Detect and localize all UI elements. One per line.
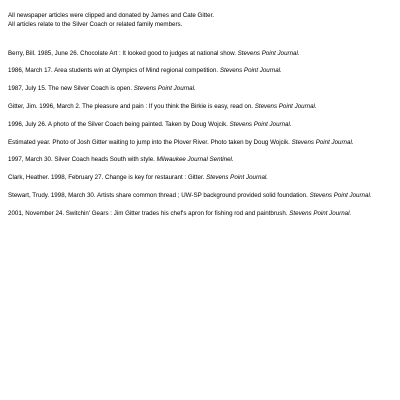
intro-line-2: All articles relate to the Silver Coach or related family members. — [8, 20, 183, 28]
citation-source: Stevens Point Journal. — [219, 67, 282, 75]
citation-text: Estimated year. Photo of Josh Gitter waiting to jump into the Plover River. Photo taken by Doug Wojcik. — [8, 138, 292, 146]
citation-source: Stevens Point Journal. — [237, 49, 300, 57]
citation-source: Stevens Point Journal. — [133, 85, 196, 93]
document-page — [8, 12, 388, 228]
intro-line-1: All newspaper articles were clipped and donated by James and Cate Gitter. — [8, 12, 215, 19]
citation-text: Clark, Heather. 1998, February 27. Change is key for restaurant : Gitter. — [8, 174, 207, 182]
citation-entry — [8, 67, 388, 76]
citation-source: Stevens Point Journal. — [206, 174, 269, 182]
citation-source: Stevens Point Journal. — [309, 191, 372, 199]
citation-entry — [8, 103, 388, 112]
citation-text: Berry, Bill. 1985, June 26. Chocolate Art : It looked good to judges at national show. — [8, 49, 238, 57]
citation-entry — [8, 192, 388, 201]
citation-text: Stewart, Trudy. 1998, March 30. Artists share common thread ; UW-SP background provided solid foundation. — [8, 191, 310, 199]
citation-entry — [8, 85, 388, 94]
citation-text: Gitter, Jim. 1996, March 2. The pleasure and pain : If you think the Birkie is easy, read on. — [8, 102, 255, 110]
citation-text: 1996, July 26. A photo of the Silver Coach being painted. Taken by Doug Wojcik. — [8, 120, 230, 128]
citation-entry — [8, 156, 388, 165]
citation-text: 1986, March 17. Area students win at Olympics of Mind regional competition. — [8, 67, 220, 75]
citation-source: Milwaukee Journal Sentinel. — [156, 156, 234, 164]
citation-text: 2001, November 24. Switchin' Gears : Jim Gitter trades his chef's apron for fishing rod and paintbrush. — [8, 209, 290, 217]
citation-entry — [8, 174, 388, 183]
citation-source: Stevens Point Journal. — [291, 138, 354, 146]
citation-source: Stevens Point Journal. — [229, 120, 292, 128]
citation-source: Stevens Point Journal. — [254, 102, 317, 110]
citation-entry — [8, 121, 388, 130]
citation-entry — [8, 139, 388, 148]
citation-source: Stevens Point Journal. — [289, 209, 352, 217]
intro-note — [8, 12, 388, 30]
citation-list — [8, 50, 388, 219]
citation-entry — [8, 210, 388, 219]
citation-entry — [8, 50, 388, 59]
citation-text: 1997, March 30. Silver Coach heads South with style. — [8, 156, 157, 164]
citation-text: 1987, July 15. The new Silver Coach is open. — [8, 85, 134, 93]
